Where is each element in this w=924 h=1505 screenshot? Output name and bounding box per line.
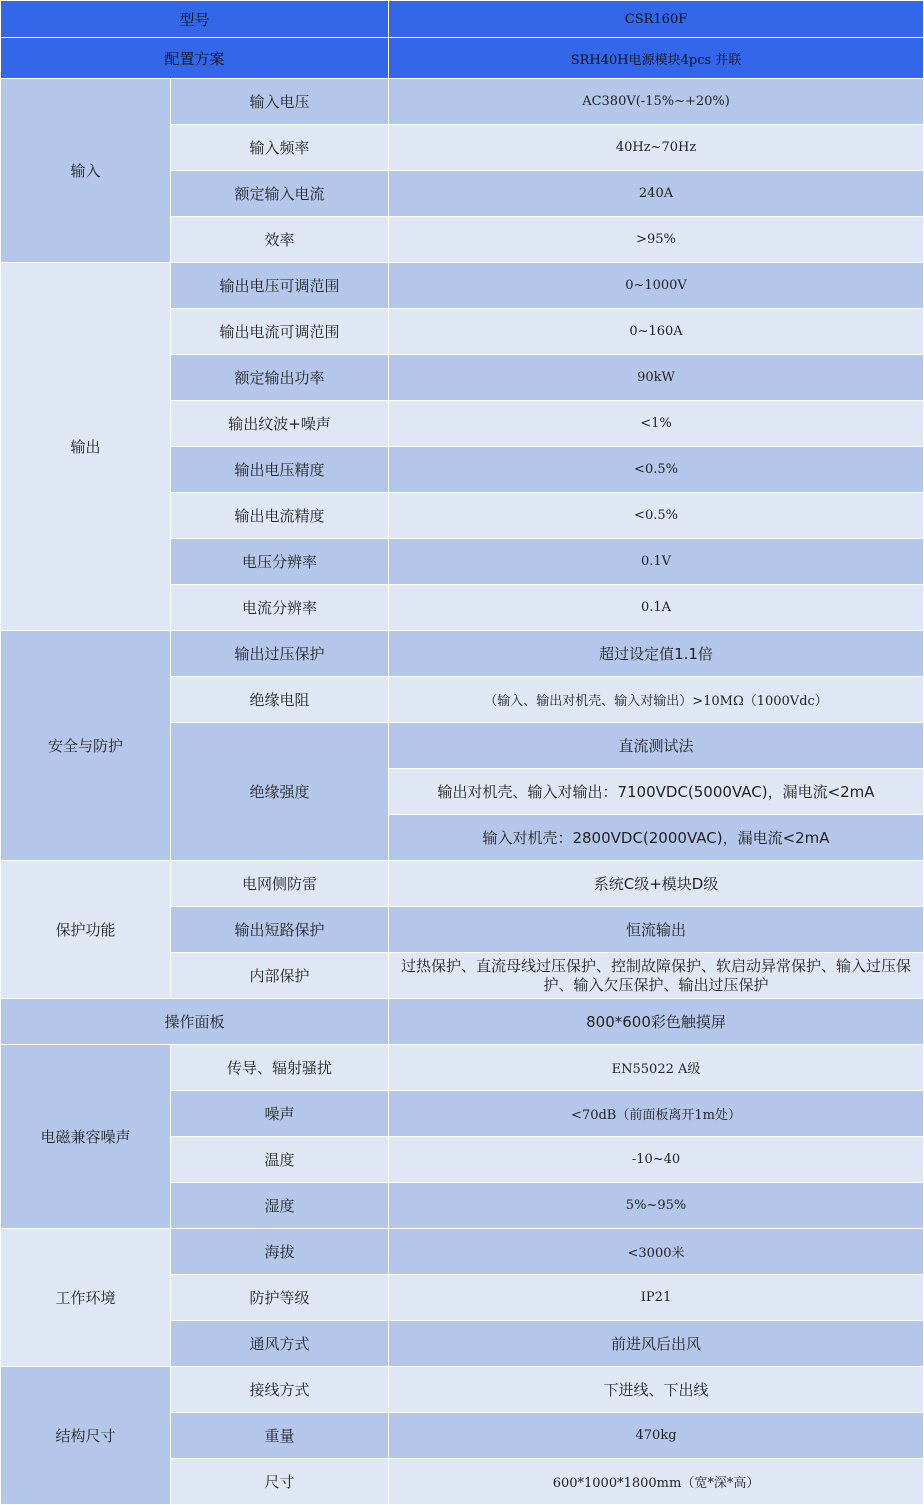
param-value: AC380V(-15%~+20%) xyxy=(389,79,924,125)
param-name: 输出电压精度 xyxy=(171,447,389,493)
param-name: 额定输入电流 xyxy=(171,171,389,217)
group-label-emc: 电磁兼容噪声 xyxy=(1,1045,171,1229)
param-value: <70dB（前面板离开1m处） xyxy=(389,1091,924,1137)
param-name: 输出纹波+噪声 xyxy=(171,401,389,447)
table-row xyxy=(1,79,924,125)
param-name: 输出电流可调范围 xyxy=(171,309,389,355)
param-value: 5%~95% xyxy=(389,1183,924,1229)
param-value: 直流测试法 xyxy=(389,723,924,769)
group-label-environment: 工作环境 xyxy=(1,1229,171,1367)
param-value: （输入、输出对机壳、输入对输出）>10MΩ（1000Vdc） xyxy=(389,677,924,723)
param-name: 效率 xyxy=(171,217,389,263)
param-name: 输入频率 xyxy=(171,125,389,171)
table-row xyxy=(1,631,924,677)
param-name: 额定输出功率 xyxy=(171,355,389,401)
param-value: 超过设定值1.1倍 xyxy=(389,631,924,677)
param-value: 90kW xyxy=(389,355,924,401)
table-row xyxy=(1,1045,924,1091)
param-value: <3000米 xyxy=(389,1229,924,1275)
table-row xyxy=(1,1229,924,1275)
group-label-safety: 安全与防护 xyxy=(1,631,171,861)
config-value: SRH40H电源模块4pcs 并联 xyxy=(389,38,924,79)
param-name: 通风方式 xyxy=(171,1321,389,1367)
config-label: 配置方案 xyxy=(1,38,389,79)
table-row xyxy=(1,1367,924,1413)
param-value: 输入对机壳：2800VDC(2000VAC)，漏电流<2mA xyxy=(389,815,924,861)
param-value: 过热保护、直流母线过压保护、控制故障保护、软启动异常保护、输入过压保护、输入欠压保护、输出过压保护 xyxy=(389,953,924,999)
param-name: 电流分辨率 xyxy=(171,585,389,631)
table-row xyxy=(1,263,924,309)
param-value: -10~40 xyxy=(389,1137,924,1183)
table-row xyxy=(1,1,924,38)
param-value: 240A xyxy=(389,171,924,217)
param-value: <0.5% xyxy=(389,493,924,539)
group-label-protection: 保护功能 xyxy=(1,861,171,999)
group-label-input: 输入 xyxy=(1,79,171,263)
param-name: 湿度 xyxy=(171,1183,389,1229)
param-name: 绝缘电阻 xyxy=(171,677,389,723)
param-value: 0.1A xyxy=(389,585,924,631)
param-name: 内部保护 xyxy=(171,953,389,999)
table-row xyxy=(1,999,924,1045)
param-value: IP21 xyxy=(389,1275,924,1321)
param-value: 系统C级+模块D级 xyxy=(389,861,924,907)
param-name: 输出过压保护 xyxy=(171,631,389,677)
param-value: >95% xyxy=(389,217,924,263)
param-name: 传导、辐射骚扰 xyxy=(171,1045,389,1091)
param-name: 电网侧防雷 xyxy=(171,861,389,907)
param-value: 0~160A xyxy=(389,309,924,355)
param-name: 输出短路保护 xyxy=(171,907,389,953)
param-value: 0~1000V xyxy=(389,263,924,309)
param-value: 下进线、下出线 xyxy=(389,1367,924,1413)
param-value: EN55022 A级 xyxy=(389,1045,924,1091)
param-name: 绝缘强度 xyxy=(171,723,389,861)
model-value: CSR160F xyxy=(389,1,924,38)
panel-value: 800*600彩色触摸屏 xyxy=(389,999,924,1045)
param-name: 温度 xyxy=(171,1137,389,1183)
param-value: 恒流输出 xyxy=(389,907,924,953)
param-value: 40Hz~70Hz xyxy=(389,125,924,171)
model-label: 型号 xyxy=(1,1,389,38)
param-value: 0.1V xyxy=(389,539,924,585)
param-name: 噪声 xyxy=(171,1091,389,1137)
param-value: <1% xyxy=(389,401,924,447)
group-label-output: 输出 xyxy=(1,263,171,631)
param-name: 电压分辨率 xyxy=(171,539,389,585)
param-name: 输入电压 xyxy=(171,79,389,125)
param-name: 海拔 xyxy=(171,1229,389,1275)
param-value: 600*1000*1800mm（宽*深*高） xyxy=(389,1459,924,1505)
param-name: 输出电压可调范围 xyxy=(171,263,389,309)
param-name: 尺寸 xyxy=(171,1459,389,1505)
group-label-structure: 结构尺寸 xyxy=(1,1367,171,1505)
param-value: 前进风后出风 xyxy=(389,1321,924,1367)
param-value: 输出对机壳、输入对输出：7100VDC(5000VAC)，漏电流<2mA xyxy=(389,769,924,815)
param-name: 重量 xyxy=(171,1413,389,1459)
param-name: 防护等级 xyxy=(171,1275,389,1321)
param-name: 输出电流精度 xyxy=(171,493,389,539)
table-row xyxy=(1,861,924,907)
param-name: 接线方式 xyxy=(171,1367,389,1413)
param-value: 470kg xyxy=(389,1413,924,1459)
param-value: <0.5% xyxy=(389,447,924,493)
panel-label: 操作面板 xyxy=(1,999,389,1045)
table-row xyxy=(1,38,924,79)
